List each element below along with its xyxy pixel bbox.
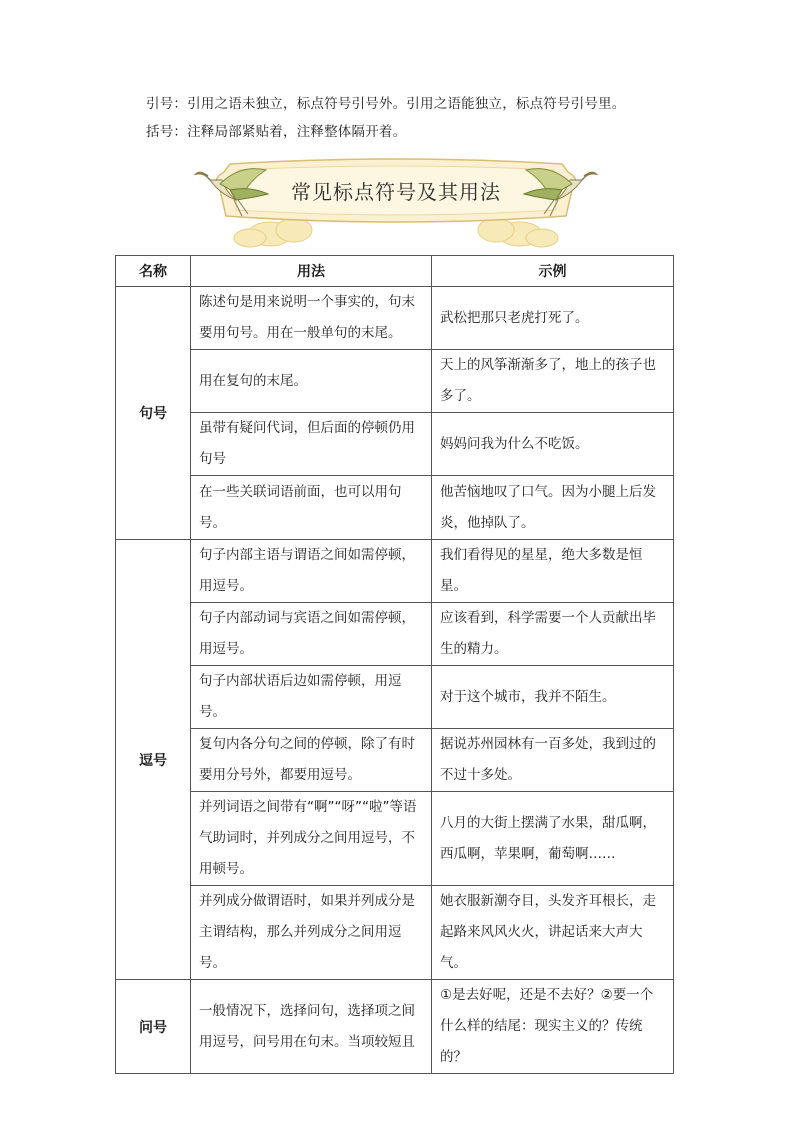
usage-cell: 一般情况下，选择问句，选择项之间用逗号，问号用在句末。当项较短且 [191,980,432,1074]
table-row [116,476,674,540]
punctuation-table [115,255,674,1074]
example-cell: 据说苏州园林有一百多处，我到过的不过十多处。 [432,729,674,792]
intro-quotation-rule: 引号：引用之语未独立，标点符号引号外。引用之语能独立，标点符号引号里。 [146,96,626,112]
usage-cell: 句子内部状语后边如需停顿，用逗号。 [191,666,432,729]
group-name-question: 问号 [116,980,191,1074]
usage-cell: 虽带有疑问代词，但后面的停顿仍用句号 [191,413,432,476]
example-cell: 她衣服新潮夺目，头发齐耳根长，走起路来风风火火，讲起话来大声大气。 [432,886,674,980]
table-row [116,603,674,666]
example-cell: 他苦恼地叹了口气。因为小腿上后发炎，他掉队了。 [432,476,674,540]
usage-cell: 陈述句是用来说明一个事实的，句末要用句号。用在一般单句的末尾。 [191,287,432,350]
usage-cell: 复句内各分句之间的停顿，除了有时要用分号外，都要用逗号。 [191,729,432,792]
usage-cell: 句子内部主语与谓语之间如需停顿，用逗号。 [191,540,432,603]
table-header-row [116,256,674,287]
header-example: 示例 [432,256,674,287]
example-cell: 应该看到，科学需要一个人贡献出毕生的精力。 [432,603,674,666]
table-row [116,666,674,729]
group-name-comma: 逗号 [116,540,191,980]
example-cell: 武松把那只老虎打死了。 [432,287,674,350]
usage-cell: 并列词语之间带有“啊”“呀”“啦”等语气助词时，并列成分之间用逗号，不用顿号。 [191,792,432,886]
table-row [116,350,674,413]
table-row [116,413,674,476]
example-cell: ①是去好呢，还是不去好？②要一个什么样的结尾：现实主义的？传统的？ [432,980,674,1074]
table-row [116,729,674,792]
table-row [116,287,674,350]
usage-cell: 并列成分做谓语时，如果并列成分是主谓结构，那么并列成分之间用逗号。 [191,886,432,980]
header-usage: 用法 [191,256,432,287]
example-cell: 天上的风筝渐渐多了，地上的孩子也多了。 [432,350,674,413]
table-row [116,540,674,603]
group-name-period: 句号 [116,287,191,540]
usage-cell: 用在复句的末尾。 [191,350,432,413]
usage-cell: 句子内部动词与宾语之间如需停顿，用逗号。 [191,603,432,666]
banner-title: 常见标点符号及其用法 [291,180,501,204]
table-row [116,886,674,980]
table-row [116,792,674,886]
usage-cell: 在一些关联词语前面，也可以用句号。 [191,476,432,540]
example-cell: 妈妈问我为什么不吃饭。 [432,413,674,476]
example-cell: 八月的大街上摆满了水果，甜瓜啊，西瓜啊，苹果啊，葡萄啊…… [432,792,674,886]
table-row [116,980,674,1074]
header-name: 名称 [116,256,191,287]
example-cell: 我们看得见的星星，绝大多数是恒星。 [432,540,674,603]
intro-bracket-rule: 括号：注释局部紧贴着，注释整体隔开着。 [146,124,407,140]
section-banner [190,150,602,250]
example-cell: 对于这个城市，我并不陌生。 [432,666,674,729]
